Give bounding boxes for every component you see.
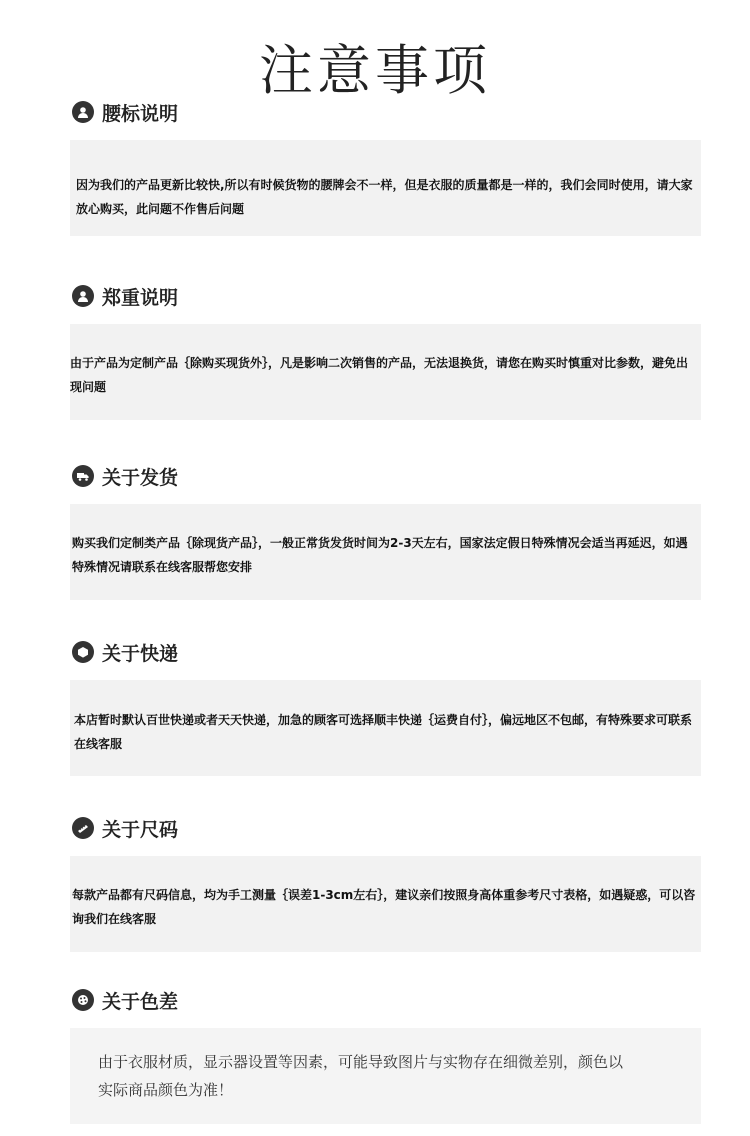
section-body: 购买我们定制类产品｛除现货产品｝，一般正常货发货时间为2-3天左右，国家法定假日特殊情况会适当再延迟，如遇特殊情况请联系在线客服帮您安排	[72, 536, 688, 574]
page-title: 注意事项	[259, 39, 491, 102]
section-title: 关于快递	[102, 642, 179, 665]
section-title: 郑重说明	[102, 286, 179, 309]
section-body-box	[70, 856, 701, 952]
section-header-important-notice	[72, 282, 178, 310]
section-header-express	[72, 638, 178, 666]
section-body: 本店暂时默认百世快递或者天天快递，加急的顾客可选择顺丰快递｛运费自付｝，偏远地区不包邮，有特殊要求可联系在线客服	[74, 713, 693, 751]
section-body-box	[70, 140, 701, 236]
person-icon	[72, 285, 94, 307]
section-header-color-difference	[72, 986, 178, 1014]
section-body: 每款产品都有尺码信息，均为手工测量｛误差1-3cm左右｝，建议亲们按照身高体重参考尺寸表格，如遇疑惑，可以咨询我们在线客服	[72, 888, 696, 926]
person-icon	[72, 101, 94, 123]
section-body-box	[70, 324, 701, 420]
section-body: 由于衣服材质，显示器设置等因素，可能导致图片与实物存在细微差别，颜色以实际商品颜色为准！	[98, 1053, 624, 1099]
section-header-size	[72, 814, 178, 842]
section-title: 关于发货	[102, 466, 179, 489]
section-body-box	[70, 1028, 701, 1124]
section-body: 由于产品为定制产品｛除购买现货外｝，凡是影响二次销售的产品，无法退换货，请您在购买时慎重对比参数，避免出现问题	[70, 356, 689, 394]
truck-icon	[72, 465, 94, 487]
palette-icon	[72, 989, 94, 1011]
section-body-box	[70, 504, 701, 600]
section-body-box	[70, 680, 701, 776]
section-title: 关于色差	[102, 990, 179, 1013]
section-title: 关于尺码	[102, 818, 179, 841]
section-body: 因为我们的产品更新比较快,所以有时候货物的腰牌会不一样，但是衣服的质量都是一样的，我们会同时使用，请大家放心购买，此问题不作售后问题	[76, 178, 693, 216]
ruler-icon	[72, 817, 94, 839]
section-header-waist-tag	[72, 98, 178, 126]
section-title: 腰标说明	[102, 102, 179, 125]
package-icon	[72, 641, 94, 663]
section-header-shipping	[72, 462, 178, 490]
